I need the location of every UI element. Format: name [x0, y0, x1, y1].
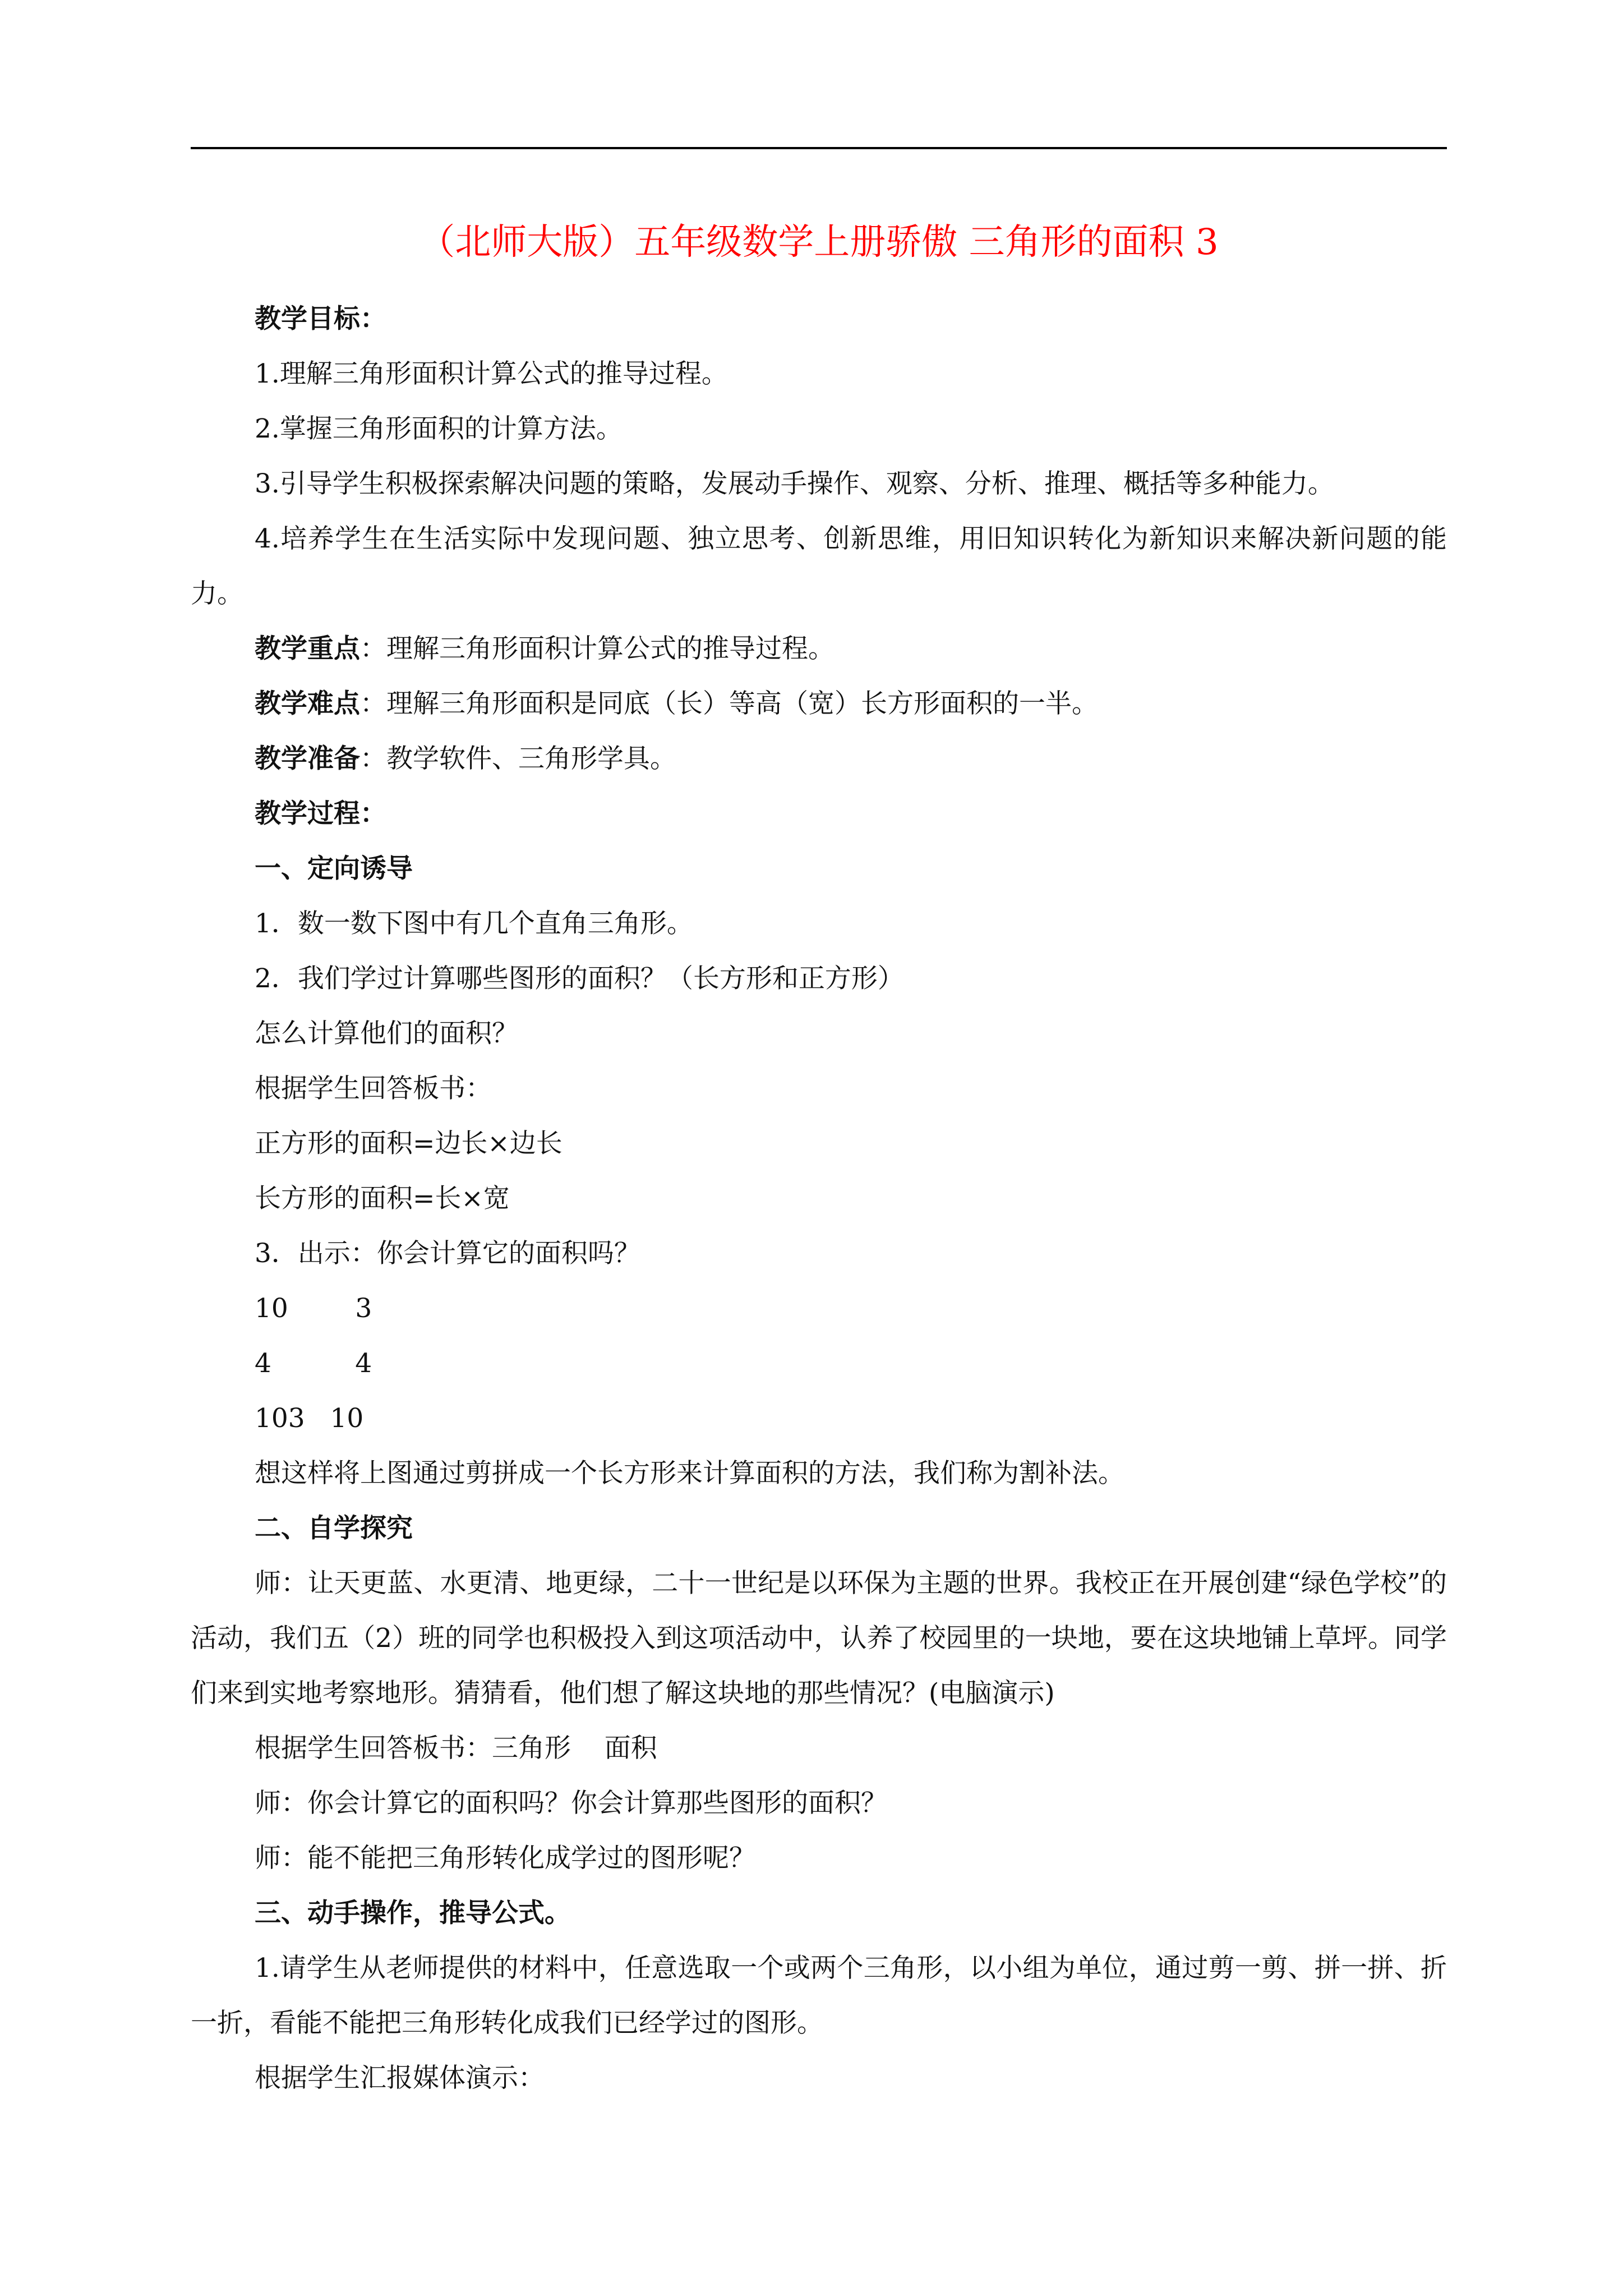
paragraph — [191, 1116, 1447, 1171]
paragraph — [191, 512, 1447, 622]
paragraph — [191, 402, 1447, 457]
paragraph-text: ：教学软件、三角形学具。 — [360, 743, 676, 774]
header-rule — [191, 147, 1447, 149]
paragraph-text: 根据学生回答板书： — [255, 1073, 492, 1104]
number-row — [191, 1391, 1447, 1446]
paragraph-objectives-heading — [191, 292, 1447, 347]
number-row — [191, 1281, 1447, 1336]
paragraph — [191, 1721, 1447, 1776]
bold-label: 教学目标： — [255, 303, 386, 334]
paragraph — [191, 1226, 1447, 1281]
paragraph-text: 3．出示：你会计算它的面积吗？ — [255, 1238, 640, 1269]
paragraph-text: 4.培养学生在生活实际中发现问题、独立思考、创新思维，用旧知识转化为新知识来解决新问题的能力。 — [191, 523, 1447, 609]
paragraph-text: 师：能不能把三角形转化成学过的图形呢？ — [255, 1843, 755, 1874]
paragraph-text: 怎么计算他们的面积？ — [255, 1018, 518, 1049]
paragraph — [191, 1556, 1447, 1721]
paragraph — [191, 1061, 1447, 1116]
bold-label: 教学准备 — [255, 743, 360, 774]
paragraph-text: 师：你会计算它的面积吗？你会计算那些图形的面积？ — [255, 1788, 887, 1819]
paragraph — [191, 1776, 1447, 1831]
paragraph — [191, 1006, 1447, 1061]
paragraph-text: 2．我们学过计算哪些图形的面积？（长方形和正方形） — [255, 963, 904, 994]
bold-label: 一、定向诱导 — [255, 853, 413, 884]
paragraph — [191, 1446, 1447, 1501]
bold-label: 教学难点 — [255, 688, 360, 719]
bold-label: 教学重点 — [255, 633, 360, 664]
bold-label: 二、自学探究 — [255, 1513, 413, 1544]
paragraph-text: 10 3 — [255, 1293, 372, 1324]
paragraph-text: 2.掌握三角形面积的计算方法。 — [255, 413, 623, 444]
paragraph-preparation — [191, 731, 1447, 786]
section-heading — [191, 1886, 1447, 1941]
paragraph — [191, 347, 1447, 402]
paragraph-text: 4 4 — [255, 1348, 372, 1379]
section-heading — [191, 841, 1447, 896]
paragraph-text: 1.理解三角形面积计算公式的推导过程。 — [255, 358, 728, 389]
document-body — [191, 292, 1447, 2106]
bold-label: 三、动手操作，推导公式。 — [255, 1898, 571, 1929]
paragraph — [191, 951, 1447, 1006]
paragraph — [191, 457, 1447, 512]
paragraph-text: 师：让天更蓝、水更清、地更绿，二十一世纪是以环保为主题的世界。我校正在开展创建“绿色学校”的活动，我们五（2）班的同学也积极投入到这项活动中，认养了校园里的一块地，要在这块地铺上草坪。同学们来到实地考察地形。猜猜看，他们想了解这块地的那些情况？(电脑演示) — [191, 1568, 1447, 1709]
paragraph-text: 正方形的面积=边长×边长 — [255, 1128, 562, 1159]
section-heading — [191, 1501, 1447, 1556]
document-title: （北师大版）五年级数学上册骄傲 三角形的面积 3 — [419, 222, 1219, 263]
paragraph — [191, 1171, 1447, 1226]
paragraph-text: 想这样将上图通过剪拼成一个长方形来计算面积的方法，我们称为割补法。 — [255, 1458, 1124, 1489]
paragraph — [191, 896, 1447, 951]
paragraph-text: 1.请学生从老师提供的材料中，任意选取一个或两个三角形，以小组为单位，通过剪一剪、拼一拼、折一折，看能不能把三角形转化成我们已经学过的图形。 — [191, 1953, 1447, 2039]
paragraph-text: 3.引导学生积极探索解决问题的策略，发展动手操作、观察、分析、推理、概括等多种能力。 — [255, 468, 1334, 499]
paragraph — [191, 1831, 1447, 1886]
paragraph-process-heading — [191, 786, 1447, 841]
paragraph-key-point — [191, 622, 1447, 677]
number-row — [191, 1336, 1447, 1391]
paragraph-text: 1．数一数下图中有几个直角三角形。 — [255, 908, 693, 939]
paragraph-difficulty — [191, 677, 1447, 731]
paragraph — [191, 2051, 1447, 2106]
paragraph-text: 103 10 — [255, 1403, 364, 1434]
bold-label: 教学过程： — [255, 798, 386, 829]
paragraph-text: 根据学生回答板书：三角形 面积 — [255, 1733, 657, 1764]
paragraph — [191, 1941, 1447, 2051]
paragraph-text: ：理解三角形面积是同底（长）等高（宽）长方形面积的一半。 — [360, 688, 1098, 719]
paragraph-text: 长方形的面积=长×宽 — [255, 1183, 510, 1214]
paragraph-text: ：理解三角形面积计算公式的推导过程。 — [360, 633, 834, 664]
paragraph-text: 根据学生汇报媒体演示： — [255, 2063, 545, 2093]
